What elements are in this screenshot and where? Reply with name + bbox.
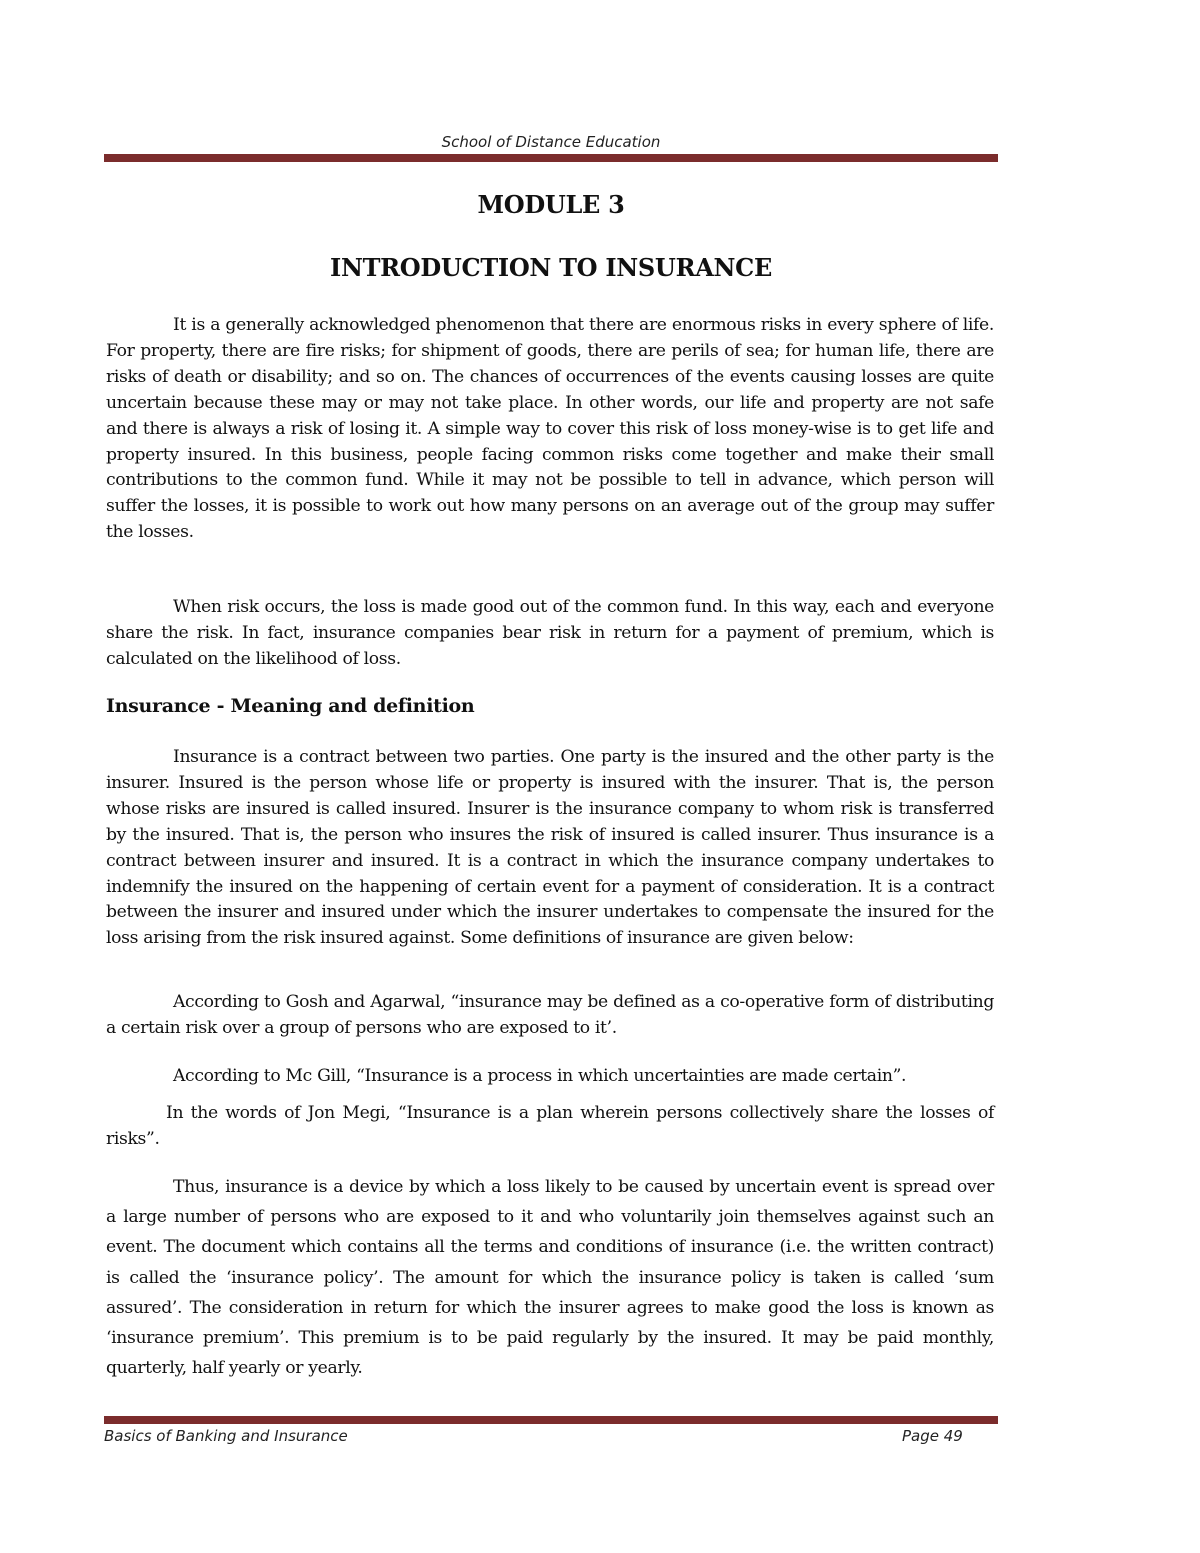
quote-gosh-agarwal: According to Gosh and Agarwal, “insurance may be defined as a co-operative form of distributing a certain risk over a group of persons who are exposed to it’. (106, 992, 994, 1038)
paragraph-conclusion: Thus, insurance is a device by which a loss likely to be caused by uncertain event is spread over a large number of persons who are exposed to it and who voluntarily join themselves against such an event. The document which contains all the terms and conditions of insurance (i.e. the written contract) is called the ‘insurance policy’. The amount for which the insurance policy is taken is called ‘sum assured’. The consideration in return for which the insurer agrees to make good the loss is known as ‘insurance premium’. This premium is to be paid regularly by the insured. It may be paid monthly, quarterly, half yearly or yearly. (106, 1177, 994, 1379)
page-number: Page 49 (902, 1427, 963, 1445)
paragraph-block (106, 313, 994, 546)
paragraph-block (106, 595, 994, 673)
paragraph-block (106, 1101, 994, 1153)
quote-mc-gill: According to Mc Gill, “Insurance is a process in which uncertainties are made certain”. (173, 1066, 907, 1086)
paragraph-block (106, 1064, 994, 1090)
paragraph-intro: It is a generally acknowledged phenomenon that there are enormous risks in every sphere of life. For property, there are fire risks; for shipment of goods, there are perils of sea; for human life, there are risks of death or disability; and so on. The chances of occurrences of the events causing losses are quite uncertain because these may or may not take place. In other words, our life and property are not safe and there is always a risk of losing it. A simple way to cover this risk of loss money-wise is to get life and property insured. In this business, people facing common risks come together and make their small contributions to the common fund. While it may not be possible to tell in advance, which person will suffer the losses, it is possible to work out how many persons on an average out of the group may suffer the losses. (106, 315, 994, 543)
paragraph-risk-occurs: When risk occurs, the loss is made good out of the common fund. In this way, each and everyone share the risk. In fact, insurance companies bear risk in return for a payment of premium, which is calculated on the likelihood of loss. (106, 597, 994, 669)
running-header: School of Distance Education (441, 133, 661, 151)
section-heading: Insurance - Meaning and definition (106, 695, 475, 717)
footer-book-title: Basics of Banking and Insurance (104, 1427, 348, 1445)
paragraph-definition: Insurance is a contract between two parties. One party is the insured and the other party is the insurer. Insured is the person whose life or property is insured with the insurer. That is, the person whose risks are insured is called insured. Insurer is the insurance company to whom risk is transferred by the insured. That is, the person who insures the risk of insured is called insurer. Thus insurance is a contract between insurer and insured. It is a contract in which the insurance company undertakes to indemnify the insured on the happening of certain event for a payment of consideration. It is a contract between the insurer and insured under which the insurer undertakes to compensate the insured for the loss arising from the risk insured against. Some definitions of insurance are given below: (106, 747, 994, 949)
paragraph-block (106, 745, 994, 952)
chapter-title: INTRODUCTION TO INSURANCE (330, 253, 772, 282)
quote-jon-megi: In the words of Jon Megi, “Insurance is a plan wherein persons collectively share the losses of risks”. (106, 1103, 994, 1149)
footer-rule (104, 1416, 998, 1424)
header-rule (104, 154, 998, 162)
paragraph-block (106, 1172, 994, 1383)
paragraph-block (106, 990, 994, 1042)
module-title: MODULE 3 (477, 190, 625, 219)
